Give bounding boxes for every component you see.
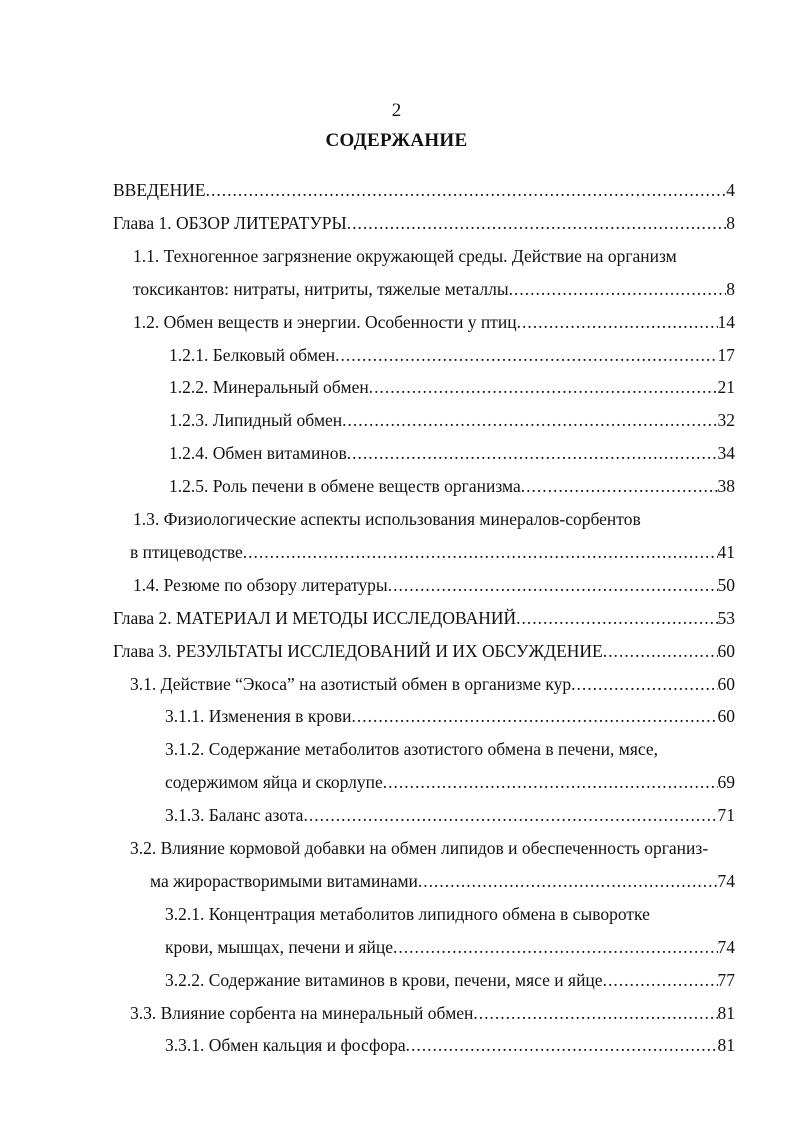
dot-leader: [603, 635, 718, 667]
toc-entry-title: 1.2.5. Роль печени в обмене веществ организма: [169, 476, 521, 497]
dot-leader: [347, 437, 718, 469]
toc-entry-page: 60: [717, 706, 735, 727]
dot-leader: [517, 306, 718, 338]
dot-leader: [418, 865, 718, 897]
toc-entry-page: 81: [717, 1035, 735, 1056]
toc-entry-title: 3.1. Действие “Экоса” на азотистый обмен в организме кур: [130, 673, 572, 694]
toc-entry: [113, 602, 735, 634]
toc-entry-page: 8: [726, 212, 735, 233]
toc-entry-page: 74: [717, 936, 735, 957]
toc-entry: [169, 404, 735, 436]
dot-leader: [473, 997, 717, 1029]
toc-entry-continuation: [165, 766, 735, 798]
dot-leader: [347, 207, 727, 239]
dot-leader: [243, 536, 718, 568]
toc-entry-page: 14: [717, 311, 735, 332]
dot-leader: [335, 339, 717, 371]
toc-entry-page: 81: [717, 1002, 735, 1023]
toc-entry: [165, 898, 735, 930]
toc-entry-title: 3.2. Влияние кормовой добавки на обмен липидов и обеспеченность организ-: [130, 838, 709, 858]
page-number: 2: [391, 100, 402, 121]
toc-entry: [113, 635, 735, 667]
toc-entry: [165, 799, 735, 831]
toc-entry-title: 3.3. Влияние сорбента на минеральный обмен: [130, 1002, 474, 1023]
toc-entry-page: 77: [717, 969, 735, 990]
toc-entry: [133, 240, 735, 272]
toc-entry: [169, 470, 735, 502]
toc-entry-page: 41: [717, 541, 735, 562]
toc-entry: [113, 207, 735, 239]
toc-entry: [130, 997, 735, 1029]
dot-leader: [516, 602, 717, 634]
toc-entry-page: 21: [717, 377, 735, 398]
toc-entry-page: 69: [717, 772, 735, 793]
toc-entry: [133, 306, 735, 338]
toc-entry: [133, 503, 735, 535]
toc-entry-page: 34: [717, 443, 735, 464]
toc-entry-title: Глава 2. МАТЕРИАЛ И МЕТОДЫ ИССЛЕДОВАНИЙ: [113, 607, 517, 628]
toc-entry-title: 1.2.4. Обмен витаминов: [169, 443, 347, 464]
toc-entry-continuation: [150, 865, 735, 897]
toc-entry-title-continuation: в птицеводстве: [130, 541, 243, 562]
toc-entry-title-continuation: содержимом яйца и скорлупе: [165, 772, 383, 793]
toc-entry-title: ВВЕДЕНИЕ: [113, 180, 206, 200]
dot-leader: [351, 700, 717, 732]
toc-entry-title: 1.2.3. Липидный обмен: [169, 410, 343, 431]
toc-entry-title: 1.1. Техногенное загрязнение окружающей среды. Действие на организм: [133, 245, 677, 266]
dot-leader: [521, 470, 718, 502]
toc-entry-continuation: [133, 273, 735, 305]
toc-entry-continuation: [130, 536, 735, 568]
toc-entry-continuation: [165, 931, 735, 963]
toc-entry: [133, 569, 735, 601]
toc-entry-page: 8: [726, 278, 735, 299]
toc-entry: [130, 832, 735, 864]
toc-entry-page: 60: [717, 640, 735, 661]
toc-entry: [113, 174, 735, 206]
toc-entry-title: 1.2. Обмен веществ и энергии. Особенности у птиц: [133, 311, 517, 332]
dot-leader: [406, 1029, 718, 1061]
toc-entry: [165, 964, 735, 996]
toc-entry-page: 4: [726, 180, 735, 200]
toc-entry-page: 32: [717, 410, 735, 431]
toc-entry-title: 1.4. Резюме по обзору литературы: [133, 574, 388, 595]
toc-entry-title: 3.1.3. Баланс азота: [165, 805, 304, 826]
toc-entry-title: 3.2.2. Содержание витаминов в крови, печени, мясе и яйце: [165, 969, 603, 990]
toc-entry-title-continuation: крови, мышцах, печени и яйце: [165, 936, 393, 957]
toc-entry-page: 71: [717, 805, 735, 826]
dot-leader: [571, 668, 717, 700]
toc-entry-title-continuation: токсикантов: нитраты, нитриты, тяжелые металлы: [133, 278, 509, 299]
toc-entry-title: Глава 1. ОБЗОР ЛИТЕРАТУРЫ: [113, 212, 347, 233]
dot-leader: [303, 799, 717, 831]
toc-entry-title: Глава 3. РЕЗУЛЬТАТЫ ИССЛЕДОВАНИЙ И ИХ ОБСУЖДЕНИЕ: [113, 640, 603, 661]
toc-entry-page: 53: [717, 607, 735, 628]
toc-entry-title: 1.3. Физиологические аспекты использования минералов-сорбентов: [133, 509, 641, 529]
dot-leader: [383, 766, 718, 798]
toc-entry-page: 60: [717, 673, 735, 694]
dot-leader: [388, 569, 718, 601]
toc-entry: [130, 668, 735, 700]
toc-entry: [169, 339, 735, 371]
toc-entry: [169, 437, 735, 469]
dot-leader: [369, 371, 718, 403]
dot-leader: [603, 964, 718, 996]
toc-entry-title: 3.1.1. Изменения в крови: [165, 706, 352, 727]
toc-entry: [169, 371, 735, 403]
dot-leader: [342, 404, 717, 436]
toc-entry-title: 3.1.2. Содержание метаболитов азотистого обмена в печени, мясе,: [165, 739, 658, 760]
toc-entry-page: 38: [717, 476, 735, 497]
page-title: СОДЕРЖАНИЕ: [325, 130, 468, 151]
toc-entry-page: 74: [717, 870, 735, 891]
toc-entry-page: 17: [717, 344, 735, 365]
dot-leader: [393, 931, 718, 963]
toc-entry-title: 3.3.1. Обмен кальция и фосфора: [165, 1035, 406, 1056]
toc-entry-page: 50: [717, 574, 735, 595]
dot-leader: [206, 174, 727, 206]
toc-entry-title: 3.2.1. Концентрация метаболитов липидного обмена в сыворотке: [165, 903, 650, 924]
dot-leader: [509, 273, 727, 305]
toc-entry: [165, 733, 735, 765]
toc-entry-title: 1.2.2. Минеральный обмен: [169, 377, 369, 398]
toc-entry-title: 1.2.1. Белковый обмен: [169, 344, 336, 365]
toc-entry: [165, 1029, 735, 1061]
toc-entry-title-continuation: ма жирорастворимыми витаминами: [150, 870, 418, 891]
toc-entry: [165, 700, 735, 732]
